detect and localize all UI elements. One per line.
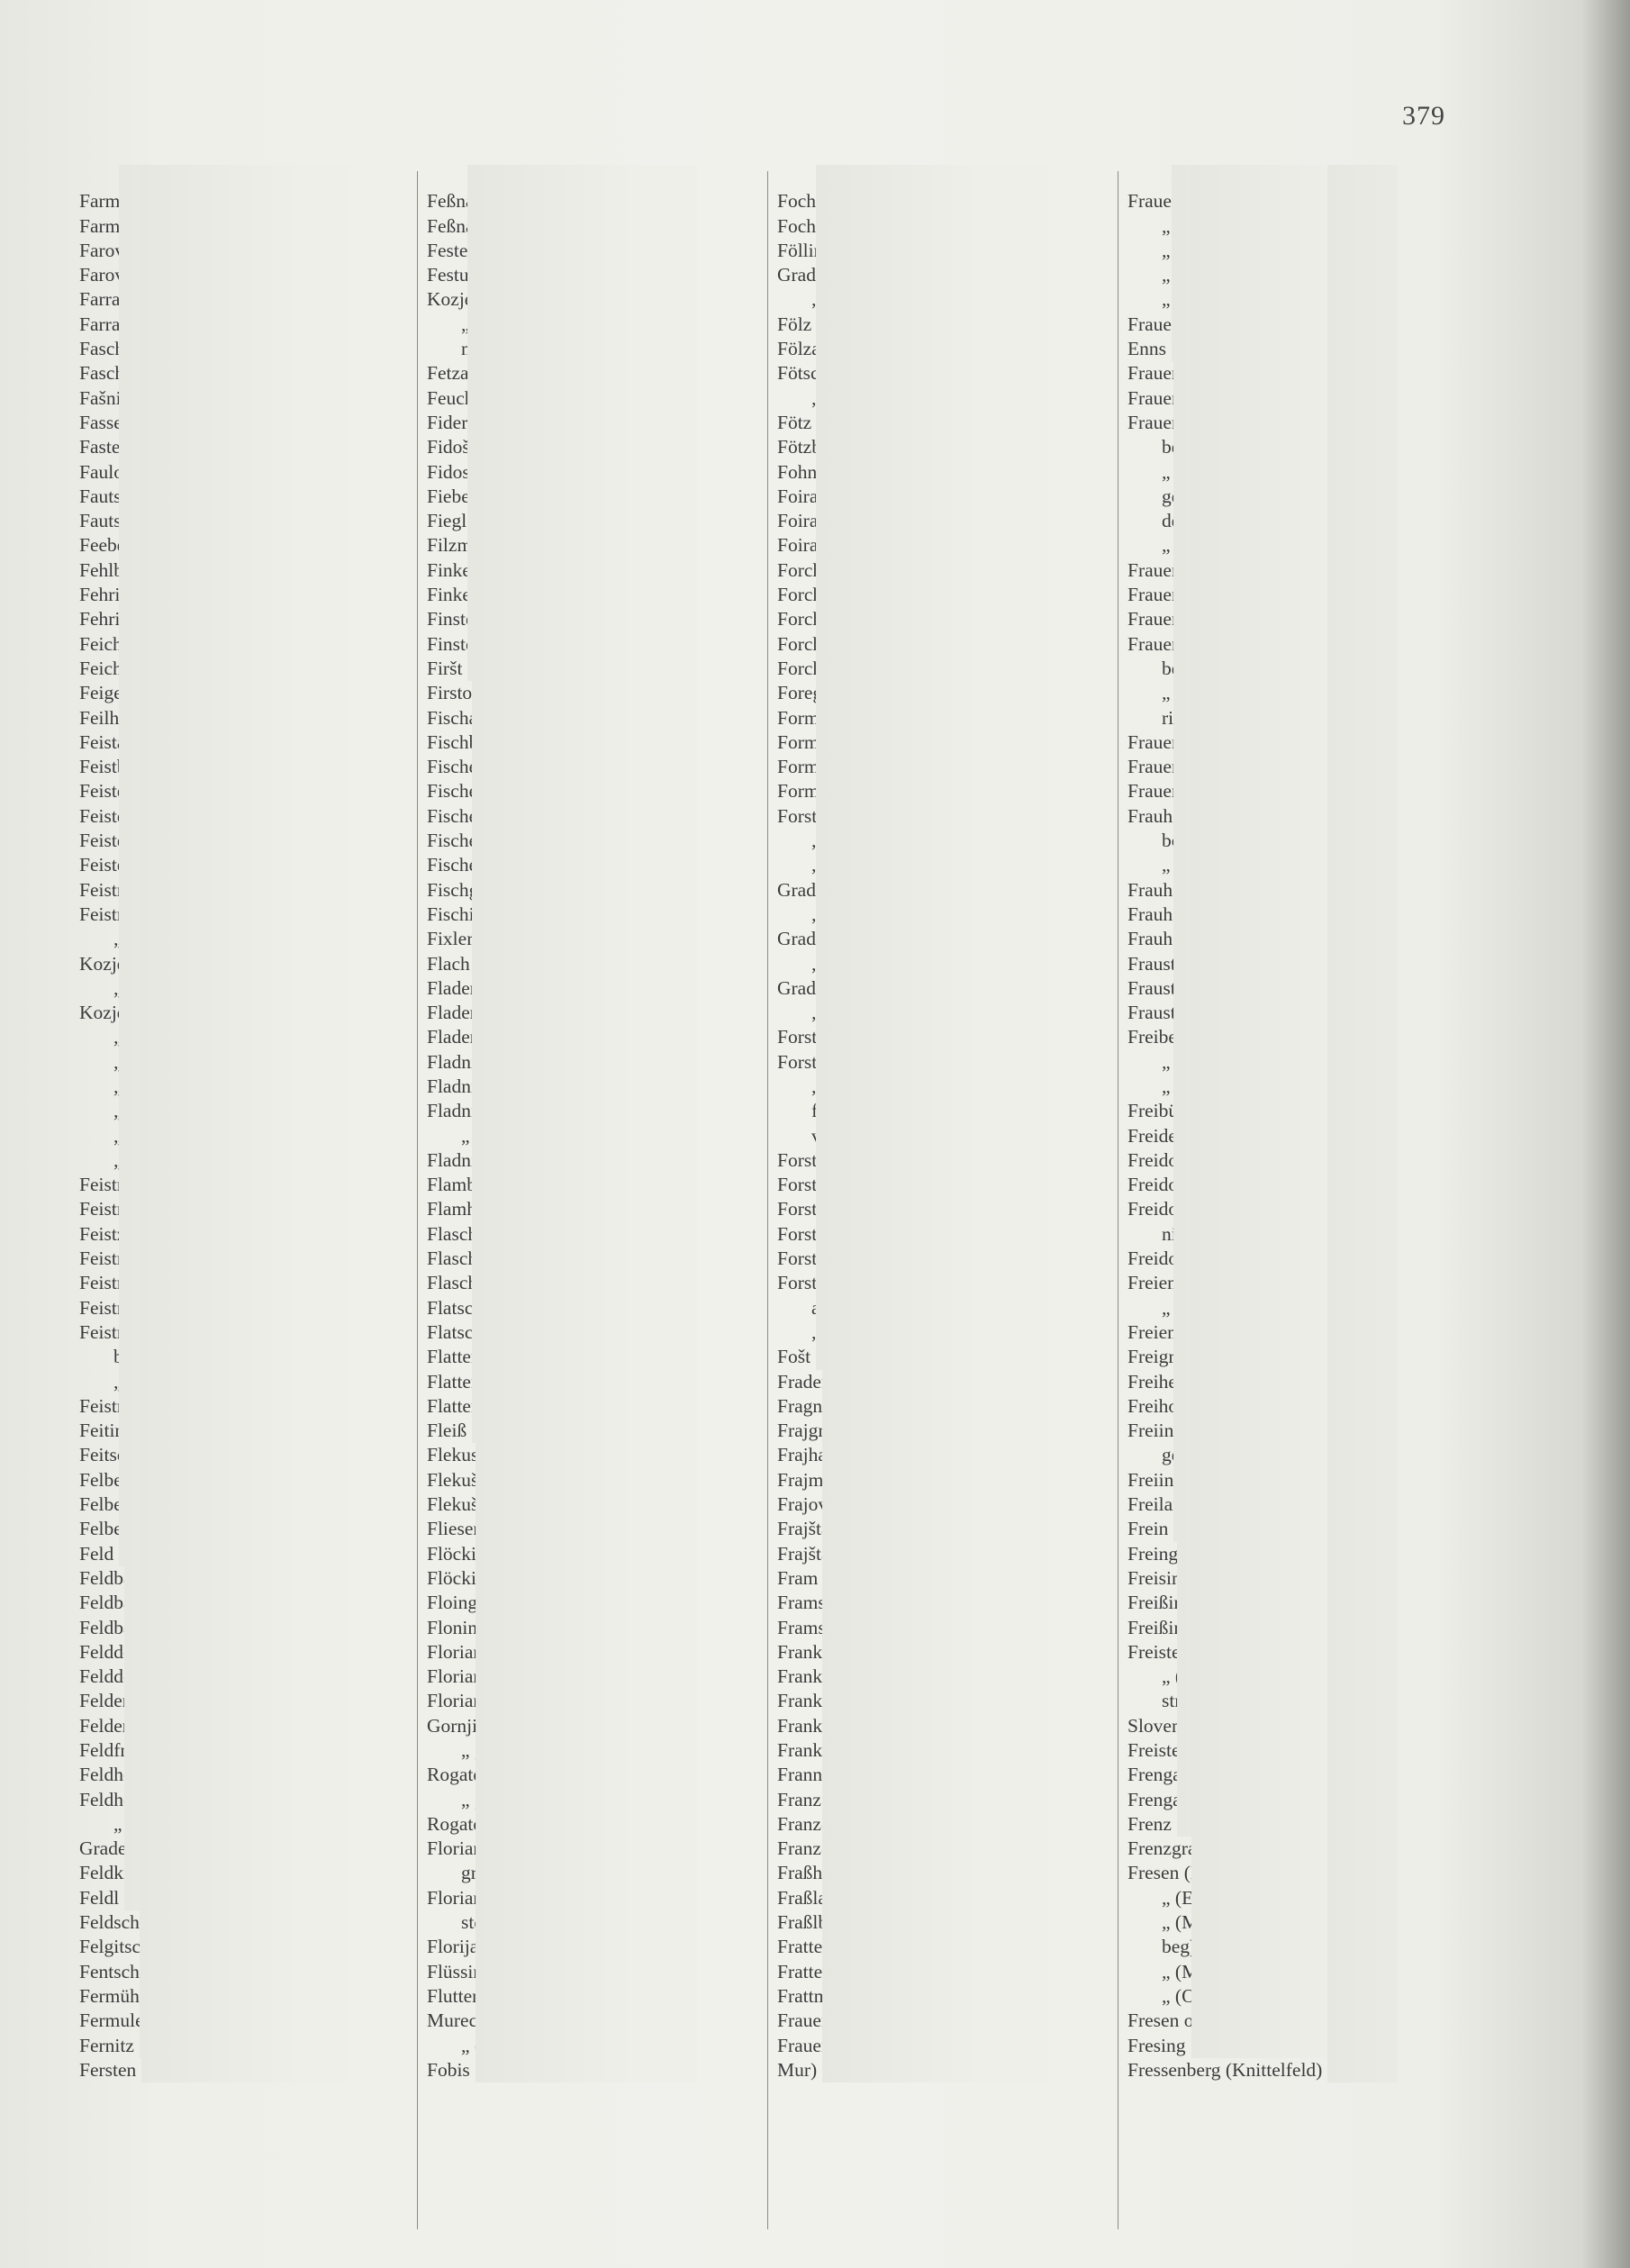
- entry-name: Frajham: [777, 1444, 842, 1466]
- entry-name: Rogatec): [427, 1764, 497, 1786]
- entry-name: Foregg: [777, 682, 832, 704]
- entry-name: Feldbaum: [79, 1616, 157, 1638]
- entry-name: Freideg: [1127, 1124, 1187, 1147]
- entry-name: „: [1162, 534, 1171, 557]
- entry-name: Fischa: [427, 706, 478, 729]
- entry-name: Feitscher: [79, 1444, 150, 1466]
- entry-name: Frenga: [1127, 1788, 1182, 1810]
- entry-name: Fidošanji: [427, 436, 500, 458]
- column-divider: [417, 171, 418, 2229]
- entry-name: Forst: [777, 804, 818, 827]
- entry-name: Fobis: [427, 2058, 470, 2081]
- entry-name: Fladnitz: [427, 1050, 491, 1073]
- entry-name: Rogatec): [427, 1812, 497, 1835]
- entry-name: Fischerau: [427, 756, 503, 778]
- entry-name: Fašnik: [79, 386, 131, 409]
- entry-name: Flekušni: [427, 1493, 494, 1516]
- entry-name: „: [1162, 682, 1171, 704]
- entry-name: Fradenberg: [777, 1370, 865, 1393]
- entry-name: Faulofen: [79, 460, 149, 483]
- entry-name: Feldhöf: [79, 1764, 140, 1786]
- entry-name: Frauenfeld: [1127, 558, 1212, 581]
- entry-name: Flatschach: [427, 1296, 510, 1319]
- entry-name: Fiderški: [427, 411, 491, 433]
- entry-name: Franz: [777, 1788, 821, 1810]
- entry-name: Forstried: [777, 1222, 847, 1245]
- column-divider: [767, 171, 768, 2229]
- entry-name: Gradec: [777, 878, 834, 901]
- entry-name: Fleiß: [427, 1420, 467, 1442]
- entry-name: Mur): [777, 2058, 818, 2081]
- entry-name: Gradec: [777, 264, 834, 286]
- entry-name: Flattendorf: [427, 1394, 513, 1417]
- entry-name: Framski: [777, 1592, 841, 1614]
- entry-name: Kozje): [79, 952, 132, 975]
- entry-name: Florijanski: [427, 1936, 512, 1958]
- entry-name: Freiheim: [1127, 1370, 1198, 1393]
- entry-name: „: [113, 1050, 122, 1073]
- entry-name: Fischering: [427, 804, 509, 827]
- entry-name: Fixler: [427, 928, 474, 950]
- entry-name: Freiland: [1127, 1493, 1192, 1516]
- entry-name: Faschnig: [79, 362, 149, 385]
- entry-name: Felddorf: [79, 1640, 147, 1663]
- entry-name: „: [113, 1124, 122, 1147]
- entry-name: Freidorf: [1127, 1148, 1191, 1171]
- entry-name: „: [1162, 1984, 1171, 2007]
- entry-name: „: [1162, 460, 1171, 483]
- entry-name: Feichten: [79, 632, 147, 655]
- entry-name: Freihof: [1127, 1394, 1185, 1417]
- entry-name: Fochnitz: [777, 214, 846, 237]
- entry-name: Fluttendorf: [427, 1984, 514, 2007]
- entry-page: [822, 165, 1047, 2082]
- entry-name: Kozje): [427, 288, 480, 311]
- entry-name: Florian,: [427, 1665, 488, 1688]
- entry-name: Filzmoos: [427, 534, 500, 557]
- entry-name: „: [113, 1148, 122, 1171]
- entry-name: Frenga: [1127, 1764, 1182, 1786]
- entry-name: Slovenska): [1127, 1714, 1214, 1737]
- index-entry: [427, 2058, 697, 2082]
- entry-name: Feeberg: [79, 534, 141, 557]
- entry-name: Farmi: [79, 190, 126, 213]
- entry-name: Frauhofen: [1127, 903, 1208, 925]
- page-number: 379: [1402, 101, 1445, 131]
- entry-name: Fresen: [1127, 2009, 1180, 2032]
- entry-name: „: [1162, 1886, 1171, 1909]
- entry-name: Fresen: [1127, 1862, 1180, 1884]
- entry-name: Florian,: [427, 1690, 488, 1712]
- entry-name: „: [113, 1100, 122, 1122]
- entry-name: Fentsch: [79, 1960, 140, 1982]
- entry-name: Frauenegg: [1127, 411, 1209, 433]
- entry-name: Frajgraba: [777, 1420, 852, 1442]
- entry-name: Freibüchl: [1127, 1100, 1202, 1122]
- entry-name: „: [1162, 1296, 1171, 1319]
- entry-name: Formin: [777, 780, 835, 803]
- entry-name: Kozje): [79, 1002, 132, 1024]
- entry-name: Frenzgraben: [1127, 1837, 1225, 1860]
- entry-name: Fischeregg: [427, 780, 512, 803]
- entry-name: Foirach: [777, 485, 837, 507]
- entry-name: Flamhof: [427, 1198, 493, 1220]
- entry-name: Flüssing: [427, 1960, 493, 1982]
- entry-name: Frauenkogl: [1127, 730, 1216, 753]
- index-entry: [79, 2058, 349, 2082]
- entry-name: Fraßhof: [777, 1862, 839, 1884]
- entry-name: Frauenberg: [777, 2034, 865, 2056]
- entry-name: Feistritz: [79, 1198, 143, 1220]
- entry-name: Freigraben: [1127, 1346, 1212, 1368]
- entry-name: „: [1162, 854, 1171, 876]
- entry-name: Flekuscheg: [427, 1444, 515, 1466]
- entry-name: Forstberg: [777, 1050, 852, 1073]
- entry-name: Forsthof: [777, 1198, 843, 1220]
- entry-name: Flattenberg: [427, 1370, 515, 1393]
- entry-name: Feistritz: [79, 1247, 143, 1270]
- entry-name: Freienberg: [1127, 1272, 1211, 1294]
- entry-page: [1327, 165, 1398, 2082]
- entry-name: „: [1162, 1960, 1171, 1982]
- entry-name: Fersten: [79, 2058, 137, 2081]
- entry-name: „: [1162, 288, 1171, 311]
- entry-name: Florian,: [427, 1886, 488, 1909]
- entry-name: Fresing: [1127, 2034, 1186, 2056]
- entry-name: Fram: [777, 1566, 819, 1589]
- entry-name: Feld: [79, 1542, 114, 1565]
- entry-page: [475, 165, 697, 2082]
- entry-name: Feßnach: [427, 190, 493, 213]
- entry-name: Fötzberg: [777, 436, 847, 458]
- entry-name: Freidorf: [1127, 1174, 1191, 1196]
- entry-name: Fliesen: [427, 1518, 484, 1540]
- entry-name: Frauenburg: [1127, 362, 1217, 385]
- entry-name: „: [1162, 1665, 1171, 1688]
- entry-name: Festung: [427, 264, 489, 286]
- entry-name: Frannach: [777, 1764, 849, 1786]
- entry-name: Formin: [777, 756, 835, 778]
- entry-name: Fressenberg (Knittelfeld): [1127, 2058, 1323, 2081]
- entry-name: „: [113, 1370, 122, 1393]
- entry-name: beg): [1162, 1936, 1197, 1958]
- entry-name: Gradec: [79, 1837, 136, 1860]
- entry-name: Felberhöf: [79, 1468, 155, 1491]
- entry-name: Frauendorf: [1127, 386, 1214, 409]
- entry-name: Feldfriedl: [79, 1739, 156, 1761]
- entry-name: Fehlberg: [79, 558, 149, 581]
- index-column-4: [1127, 165, 1398, 2227]
- entry-name: Freienstein: [1127, 1320, 1214, 1343]
- index-column-2: [427, 165, 697, 2227]
- entry-name: Fermühl: [79, 1984, 145, 2007]
- entry-name: Fisching: [427, 903, 494, 925]
- entry-name: Freingraben: [1127, 1542, 1221, 1565]
- entry-name: „: [113, 928, 122, 950]
- entry-name: Feistzitz: [79, 1222, 145, 1245]
- entry-name: „: [113, 1075, 122, 1097]
- entry-name: Firšt: [427, 657, 463, 679]
- entry-name: Flöcking: [427, 1542, 496, 1565]
- entry-name: Feldhof: [79, 1788, 140, 1810]
- entry-name: Fötz: [777, 411, 812, 433]
- entry-name: Fochnitz: [777, 190, 846, 213]
- entry-name: Fernitz: [79, 2034, 134, 2056]
- entry-name: „: [1162, 239, 1171, 261]
- entry-name: Formin: [777, 730, 835, 753]
- entry-name: Fautsch: [79, 485, 140, 507]
- entry-name: Gornji: [427, 1714, 478, 1737]
- entry-name: Floing: [427, 1592, 478, 1614]
- entry-name: Frauenthal: [1127, 756, 1210, 778]
- entry-name: Fölling: [777, 239, 834, 261]
- entry-name: „: [461, 2034, 470, 2056]
- entry-name: Feldern: [79, 1714, 139, 1737]
- entry-name: Feistberg: [79, 756, 151, 778]
- entry-name: Feista: [79, 730, 126, 753]
- entry-name: Flamberg: [427, 1174, 502, 1196]
- entry-name: Freiberg: [1127, 1026, 1193, 1048]
- entry-name: Floning: [427, 1616, 487, 1638]
- entry-name: Flach: [427, 952, 470, 975]
- entry-name: „: [461, 1788, 470, 1810]
- index-column-3: [777, 165, 1047, 2227]
- entry-name: Fladerberg: [427, 1002, 511, 1024]
- entry-name: „: [1162, 1075, 1171, 1097]
- entry-name: „: [1162, 264, 1171, 286]
- entry-name: „: [113, 1812, 122, 1835]
- entry-name: Freidorf: [1127, 1198, 1191, 1220]
- entry-name: Formegg: [777, 706, 847, 729]
- entry-name: Felgitsch: [79, 1936, 150, 1958]
- entry-name: Frattendorf: [777, 1960, 865, 1982]
- entry-name: Freistein: [1127, 1640, 1196, 1663]
- entry-name: Frauheim: [1127, 804, 1202, 827]
- entry-name: Farovec: [79, 264, 142, 286]
- entry-name: Feldbach: [79, 1566, 150, 1589]
- entry-name: Fetzaberg: [427, 362, 503, 385]
- entry-name: Frenz: [1127, 1812, 1172, 1835]
- entry-name: Firstov: [427, 682, 482, 704]
- entry-name: Fiegler: [427, 510, 482, 532]
- entry-name: Feistritz: [79, 1174, 143, 1196]
- index-entry: [1127, 2058, 1398, 2082]
- entry-name: „: [1162, 214, 1171, 237]
- entry-name: Flekušek: [427, 1468, 497, 1491]
- entry-name: Feilhofen: [79, 706, 154, 729]
- entry-name: Frajmešno: [777, 1468, 859, 1491]
- entry-name: Fölz: [777, 313, 812, 335]
- entry-name: „: [461, 313, 470, 335]
- entry-name: Felbern: [79, 1493, 139, 1516]
- entry-name: „: [113, 1026, 122, 1048]
- entry-name: „: [461, 1739, 470, 1761]
- entry-name: Fermule: [79, 2009, 144, 2032]
- entry-name: Farovci: [79, 239, 139, 261]
- entry-page: [141, 165, 349, 2082]
- entry-name: Gradec: [777, 976, 834, 999]
- entry-name: Fischern: [427, 830, 494, 852]
- entry-name: Freidorf: [1127, 1247, 1191, 1270]
- entry-name: Flattenberg: [427, 1346, 515, 1368]
- entry-name: Feldschwarz: [79, 1911, 177, 1934]
- entry-name: Frankovci: [777, 1739, 856, 1761]
- index-entry: [777, 2058, 1047, 2082]
- entry-name: Farrach: [79, 288, 139, 311]
- entry-name: Feiting: [79, 1420, 134, 1442]
- entry-name: „: [113, 976, 122, 999]
- entry-name: Feldl: [79, 1886, 120, 1909]
- entry-name: Frajovšak: [777, 1493, 854, 1516]
- index-column-1: [79, 165, 349, 2227]
- entry-name: „: [461, 1124, 470, 1147]
- entry-name: Gradec: [777, 928, 834, 950]
- entry-name: Frauenthal: [1127, 780, 1210, 803]
- entry-name: Farrach: [79, 313, 139, 335]
- entry-name: Frauenhof: [1127, 632, 1208, 655]
- entry-name: Fehring: [79, 584, 140, 606]
- entry-name: Framsko: [777, 1616, 846, 1638]
- entry-name: Fraßlau: [777, 1886, 837, 1909]
- entry-name: Frajštanj: [777, 1518, 846, 1540]
- entry-name: Frankofzen: [777, 1665, 865, 1688]
- entry-name: Florian,: [427, 1837, 488, 1860]
- entry-name: Fischbach: [427, 730, 506, 753]
- entry-name: Fladnitz: [427, 1075, 491, 1097]
- entry-name: Enns: [1127, 338, 1166, 360]
- entry-name: Fošt: [777, 1346, 811, 1368]
- entry-name: Fölzalpe: [777, 338, 845, 360]
- entry-name: „: [1162, 1911, 1171, 1934]
- entry-name: Flaschen: [427, 1222, 496, 1245]
- entry-name: „: [1162, 1050, 1171, 1073]
- entry-name: Felddorf: [79, 1665, 147, 1688]
- entry-name: Mureck): [427, 2009, 494, 2032]
- entry-name: Frein: [1127, 1518, 1169, 1540]
- entry-name: Feistritz: [79, 903, 143, 925]
- entry-name: Fraßlberg: [777, 1911, 853, 1934]
- entry-name: Fragner: [777, 1394, 838, 1417]
